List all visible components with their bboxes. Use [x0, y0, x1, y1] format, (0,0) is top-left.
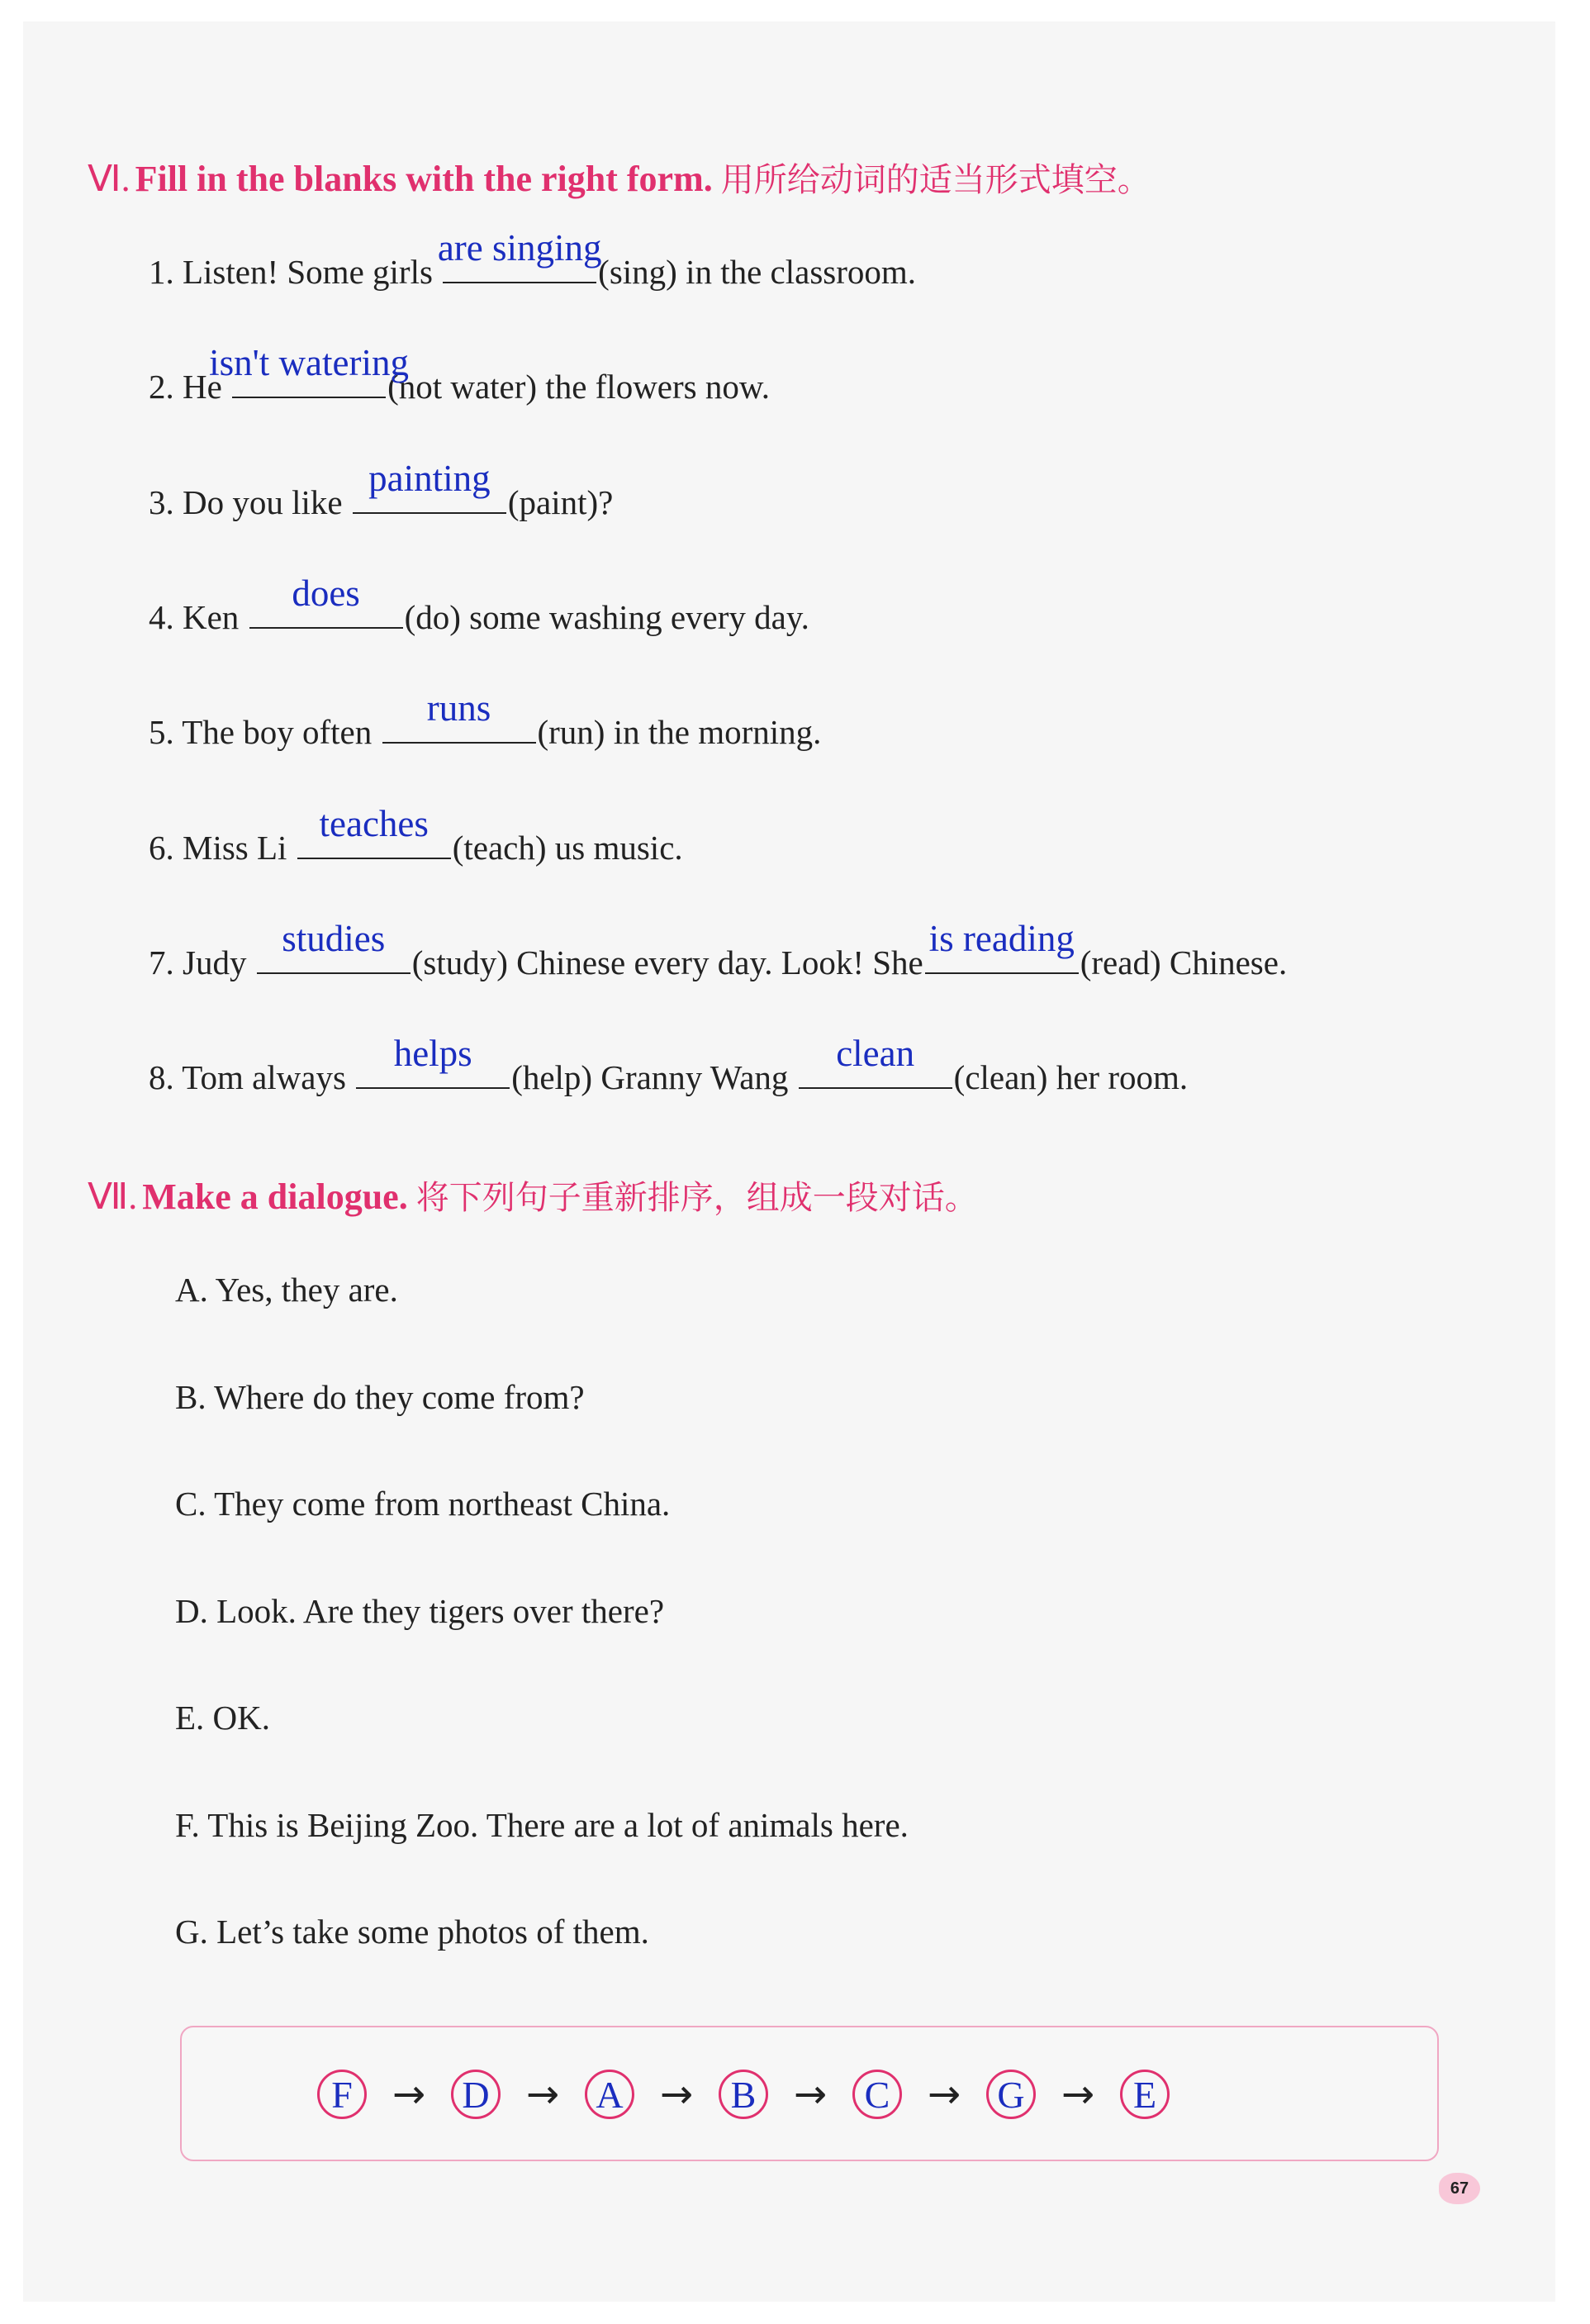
right-arrow-icon: →	[392, 2071, 426, 2117]
answer-blank[interactable]	[209, 342, 409, 398]
handwritten-answer: teaches	[319, 803, 429, 844]
circled-answer-letter: G	[986, 2070, 1036, 2119]
section-6-numeral: Ⅵ.	[88, 159, 131, 199]
dialogue-option-g: G. Let’s take some photos of them.	[175, 1913, 649, 1951]
handwritten-answer: runs	[426, 687, 491, 729]
circled-answer-letter: C	[852, 2070, 902, 2119]
right-arrow-icon: →	[525, 2071, 560, 2117]
item-text: (paint)?	[507, 483, 614, 521]
dialogue-option-d: D. Look. Are they tigers over there?	[175, 1592, 665, 1630]
answer-blank[interactable]	[925, 918, 1079, 974]
item-text: (help) Granny Wang	[511, 1058, 789, 1096]
dialogue-option-a: A. Yes, they are.	[175, 1271, 398, 1309]
exercise-item-4	[149, 573, 809, 636]
answer-blank[interactable]	[353, 458, 506, 514]
circled-answer-letter: A	[585, 2070, 634, 2119]
handwritten-answer: painting	[368, 458, 491, 499]
exercise-item-7	[149, 918, 1288, 981]
exercise-item-5	[149, 687, 822, 751]
section-7-title-zh: 将下列句子重新排序，组成一段对话。	[415, 1179, 978, 1217]
exercise-item-3	[149, 458, 614, 521]
right-arrow-icon: →	[1061, 2071, 1095, 2117]
answer-order-chain	[317, 2065, 1170, 2123]
answer-blank[interactable]	[799, 1033, 952, 1089]
answer-blank[interactable]	[437, 227, 602, 283]
exercise-item-8	[149, 1033, 1189, 1096]
page-number: 67	[1439, 2173, 1480, 2204]
item-text: (clean) her room.	[953, 1058, 1189, 1096]
section-7-numeral: Ⅶ.	[88, 1176, 138, 1217]
right-arrow-icon: →	[927, 2071, 961, 2117]
item-text: (run) in the morning.	[537, 713, 822, 751]
item-text: (read) Chinese.	[1080, 943, 1288, 981]
section-7-heading	[88, 1172, 978, 1219]
item-text: 4. Ken	[149, 598, 240, 636]
handwritten-answer: isn't watering	[209, 342, 409, 383]
item-text: 7. Judy	[149, 943, 247, 981]
item-text: (do) some washing every day.	[404, 598, 809, 636]
circled-answer-letter: D	[451, 2070, 501, 2119]
section-6-heading	[88, 154, 1151, 201]
answer-blank[interactable]	[382, 687, 536, 744]
section-6-title-en: Fill in the blanks with the right form.	[135, 159, 713, 199]
item-text: (study) Chinese every day. Look! She	[411, 943, 923, 981]
handwritten-answer: does	[292, 573, 360, 614]
right-arrow-icon: →	[793, 2071, 828, 2117]
item-text: (sing) in the classroom.	[598, 253, 917, 291]
item-text: (teach) us music.	[452, 829, 683, 867]
right-arrow-icon: →	[659, 2071, 694, 2117]
item-text: 8. Tom always	[149, 1058, 346, 1096]
answer-blank[interactable]	[257, 918, 411, 974]
answer-blank[interactable]	[297, 803, 451, 859]
handwritten-answer: are singing	[437, 227, 602, 269]
item-text: 3. Do you like	[149, 483, 343, 521]
item-text: 6. Miss Li	[149, 829, 287, 867]
circled-answer-letter: E	[1120, 2070, 1170, 2119]
item-text: 5. The boy often	[149, 713, 373, 751]
section-6-title-zh: 用所给动词的适当形式填空。	[720, 161, 1151, 199]
answer-blank[interactable]	[356, 1033, 510, 1089]
circled-answer-letter: F	[317, 2070, 367, 2119]
dialogue-option-c: C. They come from northeast China.	[175, 1485, 671, 1523]
handwritten-answer: is reading	[928, 918, 1075, 959]
section-7-title-en: Make a dialogue.	[142, 1176, 408, 1217]
dialogue-option-e: E. OK.	[175, 1699, 271, 1737]
dialogue-option-b: B. Where do they come from?	[175, 1378, 585, 1416]
exercise-item-1	[149, 227, 917, 291]
exercise-item-2	[149, 342, 771, 406]
item-text: 1. Listen! Some girls	[149, 253, 433, 291]
circled-answer-letter: B	[719, 2070, 768, 2119]
handwritten-answer: clean	[836, 1033, 915, 1074]
answer-blank[interactable]	[249, 573, 403, 629]
item-text: (not water) the flowers now.	[387, 368, 771, 406]
item-text: 2. He	[149, 368, 222, 406]
handwritten-answer: helps	[393, 1033, 472, 1074]
dialogue-option-f: F. This is Beijing Zoo. There are a lot of animals here.	[175, 1806, 909, 1844]
handwritten-answer: studies	[282, 918, 386, 959]
exercise-item-6	[149, 803, 683, 867]
